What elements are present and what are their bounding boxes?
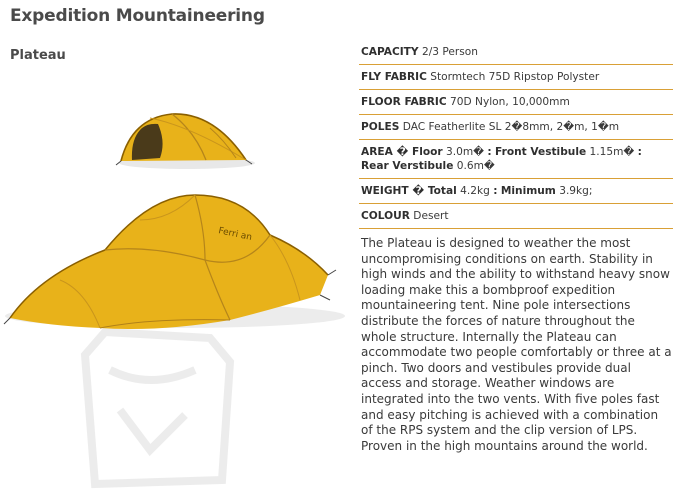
spec-fly-fabric-label: FLY FABRIC xyxy=(361,71,427,83)
spec-poles-label: POLES xyxy=(361,121,400,133)
spec-area-front-value: 1.15m� xyxy=(589,146,635,158)
page-title: Expedition Mountaineering xyxy=(10,6,265,26)
spec-colour xyxy=(359,204,673,229)
spec-weight-sep: : xyxy=(493,185,498,197)
spec-colour-label: COLOUR xyxy=(361,210,410,222)
spec-fly-fabric-value: Stormtech 75D Ripstop Polyster xyxy=(430,71,600,83)
spec-weight-min-value: 3.9kg; xyxy=(559,185,593,197)
spec-colour-value: Desert xyxy=(413,210,449,222)
spec-area-rear-label: Rear Verstibule xyxy=(361,160,454,172)
spec-fly-fabric xyxy=(359,65,673,90)
spec-area-sep1: : xyxy=(487,146,492,158)
product-images xyxy=(0,70,350,494)
spec-capacity xyxy=(359,40,673,65)
spec-area-rear-value: 0.6m� xyxy=(456,160,495,172)
spec-weight-label: WEIGHT � Total xyxy=(361,185,457,197)
spec-area-label: AREA � Floor xyxy=(361,146,443,158)
watermark-logo xyxy=(85,332,230,484)
spec-area xyxy=(359,140,673,179)
spec-capacity-label: CAPACITY xyxy=(361,46,419,58)
tent-illustrations xyxy=(0,70,350,494)
spec-table xyxy=(359,40,673,229)
large-tent-image xyxy=(4,195,345,329)
product-description: The Plateau is designed to weather the most uncompromising conditions on earth. Stability in high winds and the ability to withstand heavy snow loading make this a bombproof expedition mountaineering tent. Nine pole intersections distribute the forces of nature throughout the whole structure. Internally the Plateau can accommodate two people comfortably or three at a pinch. Two doors and vestibules provide dual access and storage. Weather windows are integrated into the two vents. With five poles fast and easy pitching is achieved with a combination of the RPS system and the clip version of LPS. Proven in the high mountains around the world. xyxy=(361,236,672,453)
spec-area-floor-value: 3.0m� xyxy=(446,146,485,158)
spec-weight-min-label: Minimum xyxy=(500,185,556,197)
model-name: Plateau xyxy=(10,48,66,63)
spec-weight-total-value: 4.2kg xyxy=(460,185,490,197)
spec-area-front-label: Front Vestibule xyxy=(495,146,587,158)
spec-poles xyxy=(359,115,673,140)
spec-poles-value: DAC Featherlite SL 2�8mm, 2�m, 1�m xyxy=(402,121,620,133)
spec-floor-fabric xyxy=(359,90,673,115)
spec-capacity-value: 2/3 Person xyxy=(421,46,478,58)
small-tent-image xyxy=(116,114,255,169)
spec-floor-fabric-label: FLOOR FABRIC xyxy=(361,96,447,108)
spec-floor-fabric-value: 70D Nylon, 10,000mm xyxy=(450,96,570,108)
spec-weight xyxy=(359,179,673,204)
spec-area-sep2: : xyxy=(637,146,642,158)
tent-brand-label: Ferri an xyxy=(217,226,253,244)
